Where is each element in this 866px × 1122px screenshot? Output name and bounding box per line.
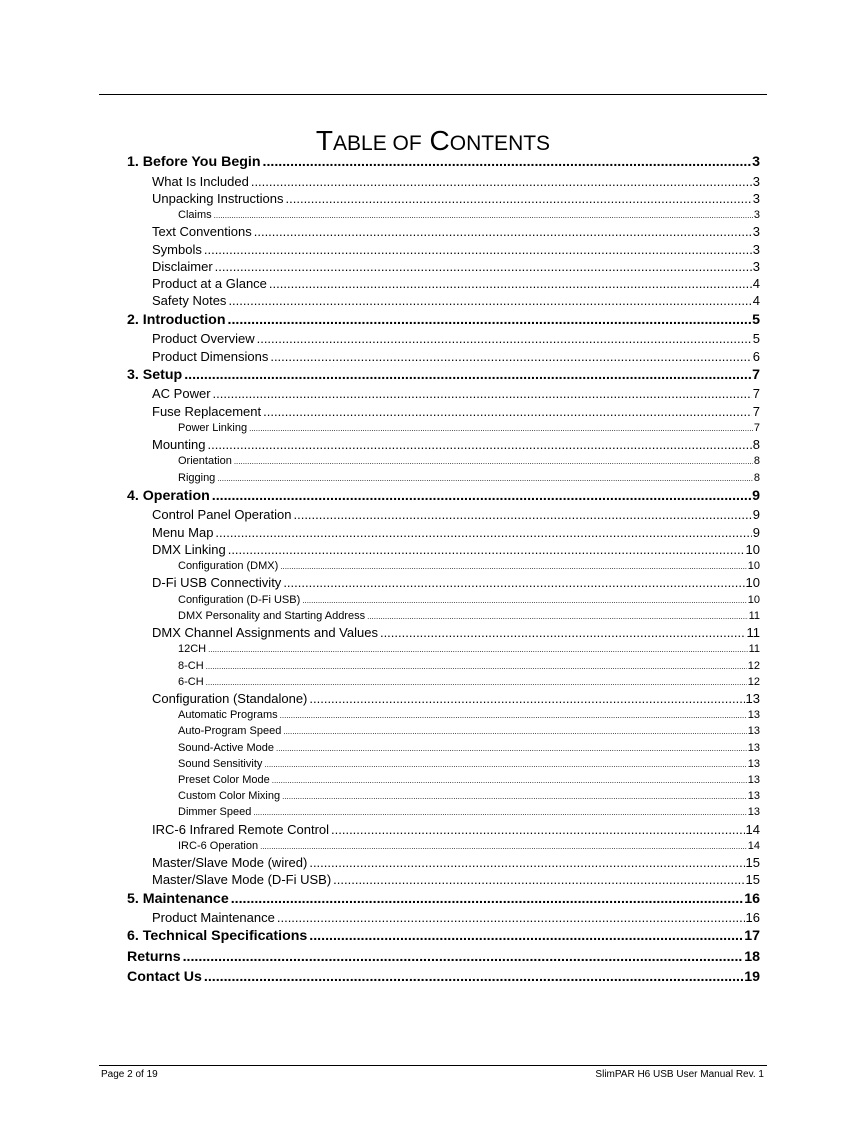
toc-entry[interactable] [127,330,760,347]
toc-entry-label: D-Fi USB Connectivity [152,575,282,591]
toc-dot-leader [309,926,743,947]
toc-dot-leader [206,674,747,691]
toc-entry[interactable] [127,420,760,436]
toc-entry-label: Product Overview [152,331,255,347]
toc-entry[interactable] [127,658,760,674]
toc-entry[interactable] [127,947,760,968]
toc-entry-page: 19 [744,969,760,986]
toc-entry-page: 10 [747,560,760,573]
toc-entry-label: What Is Included [152,173,249,189]
toc-entry-label: IRC-6 Operation [178,839,259,852]
toc-entry-page: 3 [752,224,760,240]
toc-entry-page: 8 [753,455,760,468]
toc-entry-label: Claims [178,209,212,222]
toc-entry-label: Contact Us [127,969,202,986]
toc-entry-label: Product at a Glance [152,276,267,292]
toc-entry[interactable] [127,385,760,402]
title-second-rest: ONTENTS [449,131,551,155]
toc-dot-leader [228,310,752,331]
toc-entry-label: Auto-Program Speed [178,725,282,738]
toc-dot-leader [257,330,752,347]
toc-entry-page: 3 [752,154,760,170]
toc-entry-page: 13 [747,725,760,738]
toc-entry[interactable] [127,275,760,292]
toc-entry-page: 7 [752,386,760,402]
toc-entry-label: Sound Sensitivity [178,757,263,770]
toc-entry-page: 11 [748,609,760,622]
toc-dot-leader [309,690,744,707]
toc-entry-label: Fuse Replacement [152,403,262,419]
footer-rule [99,1065,767,1066]
toc-entry-label: DMX Channel Assignments and Values [152,625,378,641]
toc-entry[interactable] [127,772,760,788]
toc-entry-label: Rigging [178,471,216,484]
toc-entry-page: 11 [746,625,760,641]
toc-dot-leader [269,275,752,292]
toc-entry[interactable] [127,470,760,486]
toc-entry-label: Master/Slave Mode (wired) [152,855,308,871]
toc-entry-page: 13 [747,790,760,803]
toc-entry[interactable] [127,690,760,707]
toc-entry-page: 13 [745,690,760,706]
toc-entry[interactable] [127,740,760,756]
toc-entry[interactable] [127,310,760,331]
toc-dot-leader [277,909,745,926]
toc-dot-leader [204,967,743,988]
toc-entry[interactable] [127,453,760,469]
toc-entry-page: 12 [747,659,760,672]
toc-dot-leader [184,365,751,386]
toc-entry-label: Preset Color Mode [178,773,270,786]
toc-dot-leader [272,772,747,789]
toc-dot-leader [183,947,744,968]
toc-entry-label: DMX Personality and Starting Address [178,609,366,622]
toc-entry-label: 3. Setup [127,366,183,383]
toc-dot-leader [208,641,747,658]
toc-entry-label: Disclaimer [152,258,213,274]
toc-entry-label: 6-CH [178,675,204,688]
toc-entry[interactable] [127,788,760,804]
toc-dot-leader [282,788,747,805]
toc-entry[interactable] [127,365,760,386]
toc-entry-label: Automatic Programs [178,709,278,722]
toc-dot-leader [217,470,753,487]
toc-entry-label: Master/Slave Mode (D-Fi USB) [152,872,332,888]
toc-dot-leader [263,152,752,173]
toc-entry[interactable] [127,641,760,657]
toc-entry-label: Safety Notes [152,293,227,309]
toc-dot-leader [253,804,746,821]
toc-entry-page: 3 [752,190,760,206]
toc-entry-page: 12 [747,675,760,688]
toc-entry-page: 11 [748,643,760,656]
toc-entry-page: 13 [747,709,760,722]
toc-entry-label: Configuration (Standalone) [152,690,308,706]
toc-dot-leader [283,723,746,740]
toc-entry[interactable] [127,241,760,258]
toc-dot-leader [234,453,753,470]
toc-entry-page: 18 [744,948,760,965]
toc-entry[interactable] [127,486,760,507]
toc-entry-page: 10 [747,593,760,606]
toc-entry[interactable] [127,909,760,926]
toc-entry-label: Mounting [152,437,206,453]
toc-entry-label: Returns [127,948,181,965]
toc-entry-label: Dimmer Speed [178,806,252,819]
toc-entry[interactable] [127,838,760,854]
toc-dot-leader [254,223,752,240]
toc-dot-leader [213,385,752,402]
toc-entry-page: 5 [752,311,760,328]
toc-entry[interactable] [127,608,760,624]
toc-entry-page: 15 [745,872,760,888]
toc-entry-label: Sound-Active Mode [178,741,274,754]
toc-entry[interactable] [127,707,760,723]
toc-dot-leader [260,838,747,855]
toc-dot-leader [249,420,753,437]
toc-entry-label: AC Power [152,386,211,402]
toc-dot-leader [331,821,745,838]
toc-entry-page: 3 [753,209,760,222]
toc-entry[interactable] [127,558,760,574]
toc-dot-leader [206,658,747,675]
toc-entry-label: IRC-6 Infrared Remote Control [152,821,330,837]
toc-dot-leader [263,403,752,420]
toc-entry[interactable] [127,574,760,591]
toc-entry-page: 7 [752,366,760,383]
toc-entry-page: 15 [745,855,760,871]
toc-entry-label: 4. Operation [127,487,210,504]
toc-entry[interactable] [127,403,760,420]
toc-dot-leader [280,707,747,724]
toc-entry-label: Control Panel Operation [152,507,292,523]
toc-entry-label: 12CH [178,643,207,656]
toc-dot-leader [207,436,751,453]
toc-entry-page: 9 [752,524,760,540]
toc-entry-label: 8-CH [178,659,204,672]
toc-entry-label: 6. Technical Specifications [127,928,308,945]
toc-entry-page: 13 [747,757,760,770]
toc-entry-label: 5. Maintenance [127,890,229,907]
toc-entry[interactable] [127,173,760,190]
toc-entry-page: 17 [744,928,760,945]
toc-entry-page: 6 [752,348,760,364]
toc-entry-page: 10 [745,541,760,557]
toc-entry-label: Symbols [152,241,202,257]
footer-document-title: SlimPAR H6 USB User Manual Rev. 1 [595,1069,764,1080]
toc-entry-label: Text Conventions [152,224,252,240]
toc-entry-page: 16 [744,890,760,907]
toc-entry[interactable] [127,506,760,523]
toc-entry-label: Power Linking [178,421,248,434]
toc-entry-page: 3 [752,241,760,257]
toc-dot-leader [264,756,746,773]
toc-entry[interactable] [127,152,760,173]
toc-entry[interactable] [127,821,760,838]
toc-entry[interactable] [127,756,760,772]
toc-entry-label: DMX Linking [152,541,226,557]
toc-entry[interactable] [127,348,760,365]
toc-entry[interactable] [127,854,760,871]
toc-dot-leader [302,592,746,609]
toc-entry-page: 9 [752,507,760,523]
toc-entry-page: 3 [752,173,760,189]
toc-entry-page: 9 [752,487,760,504]
toc-entry[interactable] [127,674,760,690]
toc-entry-page: 3 [752,258,760,274]
toc-entry-page: 5 [752,331,760,347]
table-of-contents [127,152,760,988]
toc-dot-leader [380,624,746,641]
toc-entry[interactable] [127,592,760,608]
toc-entry[interactable] [127,436,760,453]
toc-entry-page: 13 [747,773,760,786]
toc-dot-leader [367,608,747,625]
toc-entry[interactable] [127,804,760,820]
toc-dot-leader [215,524,751,541]
toc-dot-leader [251,173,752,190]
toc-entry[interactable] [127,624,760,641]
toc-dot-leader [228,292,751,309]
toc-entry-label: Custom Color Mixing [178,790,281,803]
toc-entry-label: Orientation [178,455,232,468]
toc-entry-label: Configuration (DMX) [178,560,279,573]
toc-entry-label: Menu Map [152,524,214,540]
toc-entry[interactable] [127,223,760,240]
toc-entry[interactable] [127,258,760,275]
toc-entry[interactable] [127,967,760,988]
toc-dot-leader [293,506,751,523]
toc-entry-page: 10 [745,575,760,591]
toc-entry-page: 8 [753,471,760,484]
footer-page-number: Page 2 of 19 [101,1069,158,1080]
toc-entry-page: 7 [753,421,760,434]
toc-entry-label: Unpacking Instructions [152,190,284,206]
toc-dot-leader [270,348,751,365]
toc-entry[interactable] [127,871,760,888]
toc-entry[interactable] [127,926,760,947]
toc-dot-leader [212,486,751,507]
toc-entry-page: 8 [752,437,760,453]
title-second-cap: C [429,124,450,156]
toc-dot-leader [228,541,745,558]
toc-dot-leader [280,558,746,575]
toc-entry-label: 2. Introduction [127,311,226,328]
toc-entry-page: 14 [747,839,760,852]
toc-entry[interactable] [127,541,760,558]
toc-entry-label: 1. Before You Begin [127,154,261,170]
toc-dot-leader [283,574,744,591]
toc-entry[interactable] [127,524,760,541]
toc-dot-leader [333,871,744,888]
toc-entry-page: 7 [752,403,760,419]
toc-entry-page: 13 [747,741,760,754]
toc-entry[interactable] [127,889,760,910]
toc-entry-label: Product Dimensions [152,348,269,364]
header-rule [99,94,767,95]
title-first-rest: ABLE OF [333,131,422,155]
toc-entry-page: 14 [745,821,760,837]
toc-entry-page: 4 [752,276,760,292]
toc-entry[interactable] [127,207,760,223]
toc-entry-label: Product Maintenance [152,910,275,926]
toc-entry-label: Configuration (D-Fi USB) [178,593,301,606]
toc-entry-page: 4 [752,293,760,309]
toc-dot-leader [286,190,752,207]
toc-dot-leader [276,740,747,757]
toc-entry[interactable] [127,292,760,309]
toc-entry-page: 16 [745,910,760,926]
toc-dot-leader [309,854,744,871]
toc-entry[interactable] [127,723,760,739]
title-first-cap: T [315,124,334,156]
toc-entry-page: 13 [747,806,760,819]
toc-dot-leader [231,889,744,910]
toc-dot-leader [215,258,752,275]
toc-dot-leader [204,241,752,258]
toc-dot-leader [214,207,753,224]
toc-entry[interactable] [127,190,760,207]
